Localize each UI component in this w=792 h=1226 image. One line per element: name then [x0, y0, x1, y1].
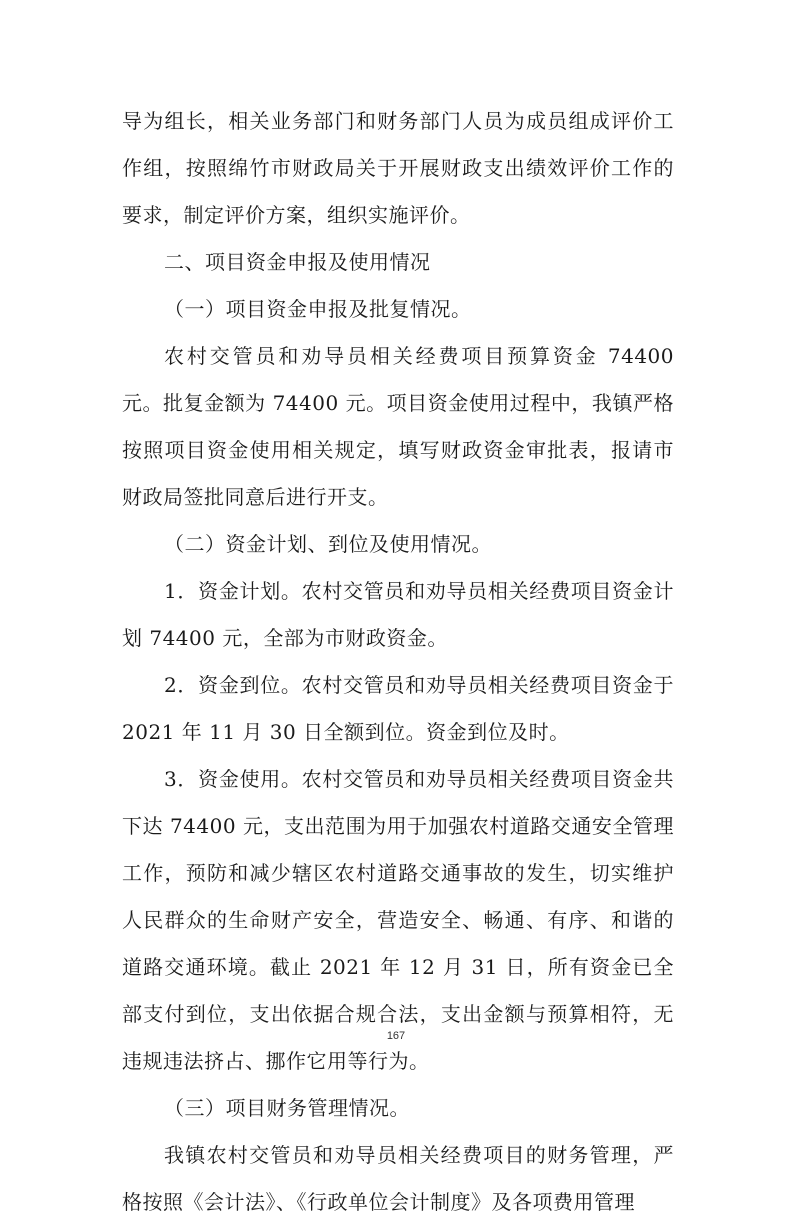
paragraph-fund-plan: 1．资金计划。农村交管员和劝导员相关经费项目资金计划 74400 元，全部为市财政资金。 — [122, 579, 674, 650]
subsection-heading-application: （一）项目资金申报及批复情况。 — [164, 297, 472, 321]
paragraph-budget: 农村交管员和劝导员相关经费项目预算资金 74400 元。批复金额为 74400 元。项目资金使用过程中，我镇严格按照项目资金使用相关规定，填写财政资金审批表，报请市财政局签批同意后进行开支。 — [122, 344, 674, 509]
paragraph-fund-usage: 3．资金使用。农村交管员和劝导员相关经费项目资金共下达 74400 元，支出范围为用于加强农村道路交通安全管理工作，预防和减少辖区农村道路交通事故的发生，切实维护人民群众的生命财产安全，营造安全、畅通、有序、和谐的道路交通环境。截止 2021 年 12 月 31 日，所有资金已全部支付到位，支出依据合规合法，支出金额与预算相符，无违规违法挤占、挪作它用等行为。 — [122, 767, 674, 1073]
document-body — [122, 98, 674, 1226]
section-heading-funding: 二、项目资金申报及使用情况 — [164, 250, 431, 274]
paragraph-fund-arrival: 2．资金到位。农村交管员和劝导员相关经费项目资金于 2021 年 11 月 30 日全额到位。资金到位及时。 — [122, 673, 674, 744]
subsection-heading-finance: （三）项目财务管理情况。 — [164, 1096, 410, 1120]
paragraph-finance-management: 我镇农村交管员和劝导员相关经费项目的财务管理，严格按照《会计法》、《行政单位会计制度》及各项费用管理 — [122, 1143, 674, 1214]
paragraph-evaluation-team: 导为组长，相关业务部门和财务部门人员为成员组成评价工作组，按照绵竹市财政局关于开展财政支出绩效评价工作的要求，制定评价方案，组织实施评价。 — [122, 109, 674, 227]
subsection-heading-plan: （二）资金计划、到位及使用情况。 — [164, 532, 492, 556]
page-number: 167 — [386, 1030, 406, 1042]
